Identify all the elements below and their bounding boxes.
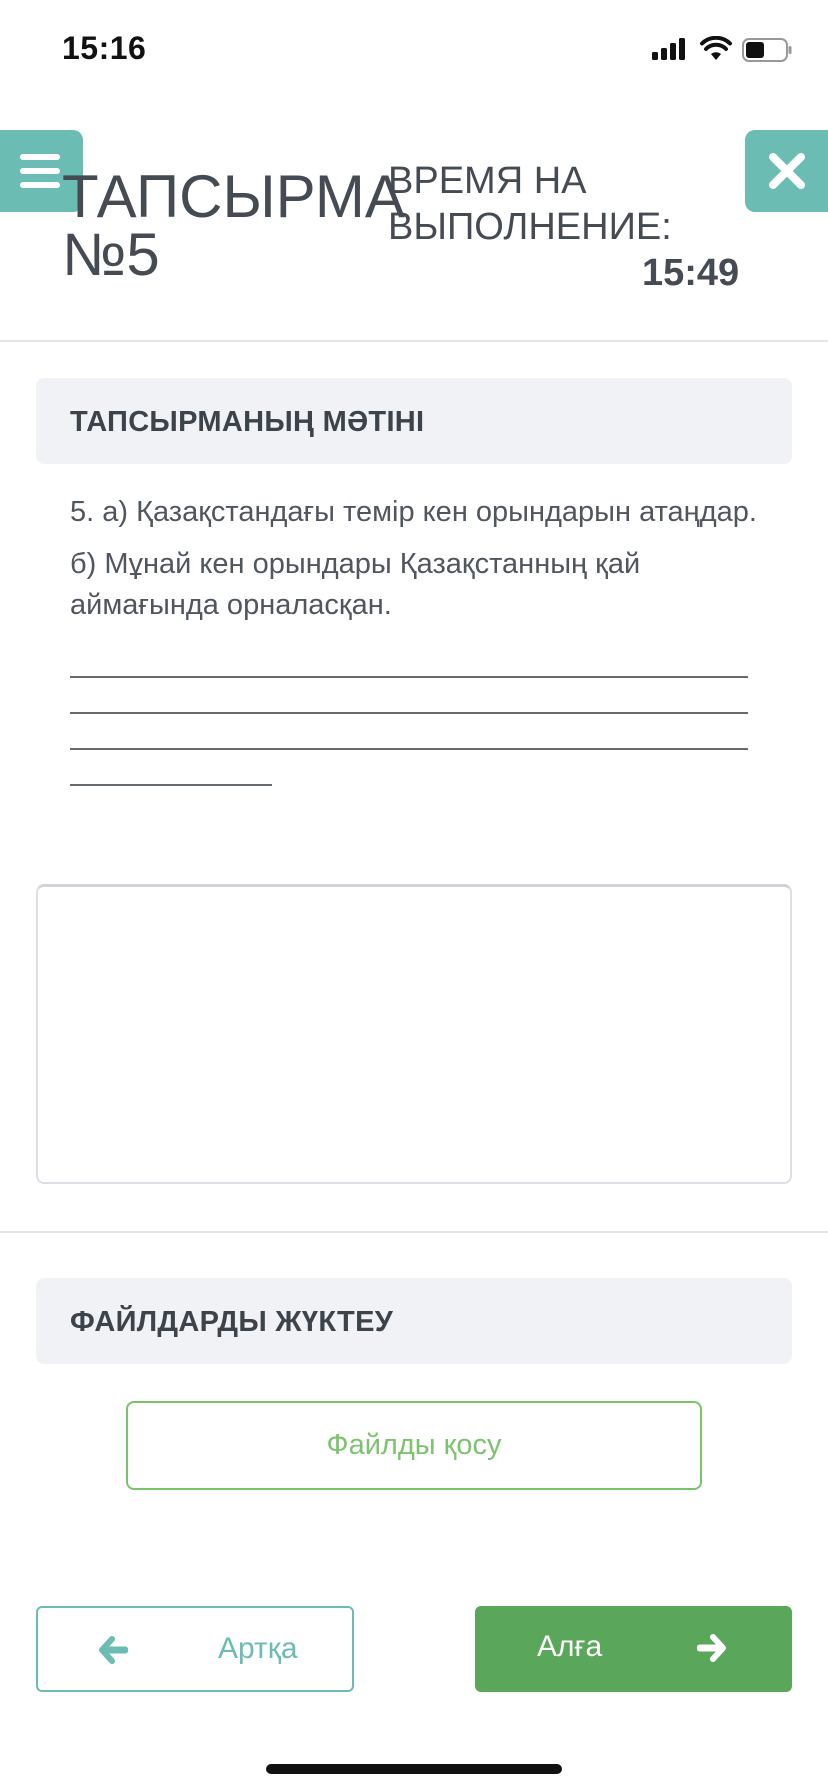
blank-line xyxy=(70,748,748,750)
next-label: Алға xyxy=(537,1630,603,1663)
status-time: 15:16 xyxy=(62,30,147,66)
status-bar xyxy=(0,0,828,100)
task-number: №5 xyxy=(62,221,160,288)
blank-line xyxy=(70,676,748,678)
close-button[interactable] xyxy=(745,130,828,212)
task-text-heading: ТАПСЫРМАНЫҢ МӘТІНІ xyxy=(70,406,425,438)
close-icon xyxy=(768,152,806,190)
time-label: ВРЕМЯ НА ВЫПОЛНЕНИЕ: xyxy=(388,160,672,248)
back-button[interactable] xyxy=(36,1606,354,1692)
answer-input[interactable] xyxy=(36,884,792,1184)
upload-section-header xyxy=(36,1278,792,1364)
blank-line xyxy=(70,784,272,786)
task-text xyxy=(70,492,760,637)
wifi-icon xyxy=(700,36,732,62)
signal-icon xyxy=(652,38,688,60)
section-divider xyxy=(0,1231,828,1233)
upload-heading: ФАЙЛДАРДЫ ЖҮКТЕУ xyxy=(70,1306,394,1338)
time-remaining: 15:49 xyxy=(642,252,740,294)
task-title xyxy=(62,163,405,288)
add-file-button[interactable]: Файлды қосу xyxy=(126,1401,702,1490)
answer-blank-lines xyxy=(70,676,750,820)
blank-line xyxy=(70,712,748,714)
back-label: Артқа xyxy=(218,1632,298,1665)
header-divider xyxy=(0,340,828,342)
task-title-word: ТАПСЫРМА xyxy=(62,163,405,230)
home-indicator xyxy=(266,1764,562,1774)
hamburger-menu-icon xyxy=(20,152,62,190)
arrow-left-icon xyxy=(98,1635,128,1665)
task-text-section-header xyxy=(36,378,792,464)
task-question-b: б) Мұнай кен орындары Қазақстанның қай аймағында орналасқан. xyxy=(70,548,641,621)
arrow-right-icon xyxy=(697,1633,727,1663)
battery-icon xyxy=(742,38,792,62)
task-question-a: 5. а) Қазақстандағы темір кен орындарын атаңдар. xyxy=(70,496,757,528)
next-button[interactable] xyxy=(475,1606,792,1692)
